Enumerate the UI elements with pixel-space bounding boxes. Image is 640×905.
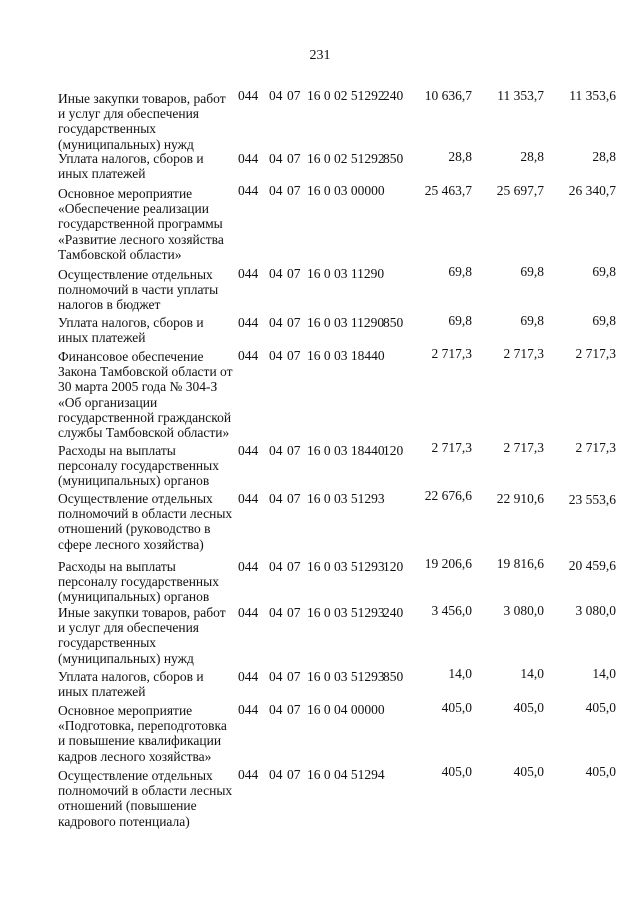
expense-kind-code: 120 <box>383 443 404 458</box>
value-year-1: 14,0 <box>448 666 472 681</box>
value-year-3: 26 340,7 <box>568 183 616 198</box>
target-code: 16 0 03 51293 <box>307 491 385 506</box>
value-year-1: 10 636,7 <box>424 88 472 103</box>
subsection-code: 07 <box>287 669 301 684</box>
value-year-3: 11 353,6 <box>569 88 616 103</box>
value-year-3: 28,8 <box>592 149 616 164</box>
subsection-code: 07 <box>287 702 301 717</box>
ministry-code: 044 <box>238 151 259 166</box>
row-name: Уплата налогов, сборов и иных платежей <box>58 669 204 700</box>
value-year-2: 3 080,0 <box>503 603 544 618</box>
subsection-code: 07 <box>287 767 301 782</box>
expense-kind-code: 240 <box>383 605 404 620</box>
ministry-code: 044 <box>238 315 259 330</box>
value-year-3: 69,8 <box>592 313 616 328</box>
value-year-2: 69,8 <box>520 264 544 279</box>
ministry-code: 044 <box>238 88 259 103</box>
value-year-1: 28,8 <box>448 149 472 164</box>
value-year-1: 405,0 <box>441 700 472 715</box>
ministry-code: 044 <box>238 767 259 782</box>
target-code: 16 0 03 00000 <box>307 183 385 198</box>
section-code: 04 <box>269 183 283 198</box>
value-year-3: 405,0 <box>585 764 616 779</box>
subsection-code: 07 <box>287 443 301 458</box>
row-name: Финансовое обеспечение Закона Тамбовской области от 30 марта 2005 года № 304-З «Об организации государственной гражданской службы Тамбовской области» <box>58 349 233 441</box>
subsection-code: 07 <box>287 183 301 198</box>
subsection-code: 07 <box>287 151 301 166</box>
target-code: 16 0 03 51293 <box>307 605 385 620</box>
target-code: 16 0 04 51294 <box>307 767 385 782</box>
row-name: Расходы на выплаты персоналу государственных (муниципальных) органов <box>58 443 219 489</box>
target-code: 16 0 03 51293 <box>307 559 385 574</box>
ministry-code: 044 <box>238 183 259 198</box>
value-year-3: 14,0 <box>592 666 616 681</box>
row-name: Расходы на выплаты персоналу государственных (муниципальных) органов <box>58 559 219 605</box>
ministry-code: 044 <box>238 266 259 281</box>
subsection-code: 07 <box>287 559 301 574</box>
target-code: 16 0 03 11290 <box>307 315 385 330</box>
value-year-2: 22 910,6 <box>496 491 544 506</box>
section-code: 04 <box>269 88 283 103</box>
row-name: Иные закупки товаров, работ и услуг для обеспечения государственных (муниципальных) нужд <box>58 605 226 666</box>
section-code: 04 <box>269 491 283 506</box>
ministry-code: 044 <box>238 669 259 684</box>
value-year-3: 2 717,3 <box>575 440 616 455</box>
value-year-3: 405,0 <box>585 700 616 715</box>
subsection-code: 07 <box>287 88 301 103</box>
target-code: 16 0 03 18440 <box>307 443 385 458</box>
subsection-code: 07 <box>287 491 301 506</box>
value-year-1: 69,8 <box>448 264 472 279</box>
section-code: 04 <box>269 151 283 166</box>
value-year-3: 2 717,3 <box>575 346 616 361</box>
expense-kind-code: 850 <box>383 151 404 166</box>
value-year-1: 405,0 <box>441 764 472 779</box>
expense-kind-code: 120 <box>383 559 404 574</box>
ministry-code: 044 <box>238 605 259 620</box>
value-year-2: 11 353,7 <box>497 88 544 103</box>
target-code: 16 0 04 00000 <box>307 702 385 717</box>
value-year-2: 28,8 <box>520 149 544 164</box>
value-year-2: 2 717,3 <box>503 346 544 361</box>
subsection-code: 07 <box>287 315 301 330</box>
row-name: Основное мероприятие «Обеспечение реализации государственной программы «Развитие лесного хозяйства Тамбовской области» <box>58 186 224 262</box>
row-name: Осуществление отдельных полномочий в части уплаты налогов в бюджет <box>58 267 219 313</box>
section-code: 04 <box>269 348 283 363</box>
expense-kind-code: 240 <box>383 88 404 103</box>
target-code: 16 0 03 18440 <box>307 348 385 363</box>
value-year-3: 23 553,6 <box>568 492 616 507</box>
section-code: 04 <box>269 767 283 782</box>
subsection-code: 07 <box>287 266 301 281</box>
expense-kind-code: 850 <box>383 669 404 684</box>
value-year-2: 69,8 <box>520 313 544 328</box>
row-name: Иные закупки товаров, работ и услуг для обеспечения государственных (муниципальных) нужд <box>58 91 226 152</box>
value-year-1: 22 676,6 <box>424 488 472 503</box>
section-code: 04 <box>269 669 283 684</box>
page-number: 231 <box>309 48 331 63</box>
ministry-code: 044 <box>238 559 259 574</box>
value-year-1: 3 456,0 <box>431 603 472 618</box>
row-name: Уплата налогов, сборов и иных платежей <box>58 315 204 346</box>
section-code: 04 <box>269 266 283 281</box>
ministry-code: 044 <box>238 491 259 506</box>
value-year-2: 405,0 <box>513 700 544 715</box>
subsection-code: 07 <box>287 605 301 620</box>
section-code: 04 <box>269 443 283 458</box>
value-year-3: 20 459,6 <box>568 558 616 573</box>
value-year-1: 2 717,3 <box>431 440 472 455</box>
value-year-3: 69,8 <box>592 264 616 279</box>
value-year-3: 3 080,0 <box>575 603 616 618</box>
value-year-2: 19 816,6 <box>496 556 544 571</box>
section-code: 04 <box>269 605 283 620</box>
value-year-2: 14,0 <box>520 666 544 681</box>
target-code: 16 0 03 51293 <box>307 669 385 684</box>
row-name: Осуществление отдельных полномочий в области лесных отношений (руководство в сфере лесного хозяйства) <box>58 491 233 552</box>
section-code: 04 <box>269 559 283 574</box>
target-code: 16 0 02 51292 <box>307 151 385 166</box>
expense-kind-code: 850 <box>383 315 404 330</box>
row-name: Основное мероприятие «Подготовка, переподготовка и повышение квалификации кадров лесного хозяйства» <box>58 703 227 764</box>
row-name: Осуществление отдельных полномочий в области лесных отношений (повышение кадрового потенциала) <box>58 768 233 829</box>
target-code: 16 0 02 51292 <box>307 88 385 103</box>
ministry-code: 044 <box>238 348 259 363</box>
target-code: 16 0 03 11290 <box>307 266 385 281</box>
section-code: 04 <box>269 315 283 330</box>
row-name: Уплата налогов, сборов и иных платежей <box>58 151 204 182</box>
value-year-2: 2 717,3 <box>503 440 544 455</box>
value-year-2: 405,0 <box>513 764 544 779</box>
ministry-code: 044 <box>238 443 259 458</box>
value-year-1: 69,8 <box>448 313 472 328</box>
value-year-1: 2 717,3 <box>431 346 472 361</box>
value-year-1: 25 463,7 <box>424 183 472 198</box>
section-code: 04 <box>269 702 283 717</box>
value-year-2: 25 697,7 <box>496 183 544 198</box>
ministry-code: 044 <box>238 702 259 717</box>
value-year-1: 19 206,6 <box>424 556 472 571</box>
subsection-code: 07 <box>287 348 301 363</box>
